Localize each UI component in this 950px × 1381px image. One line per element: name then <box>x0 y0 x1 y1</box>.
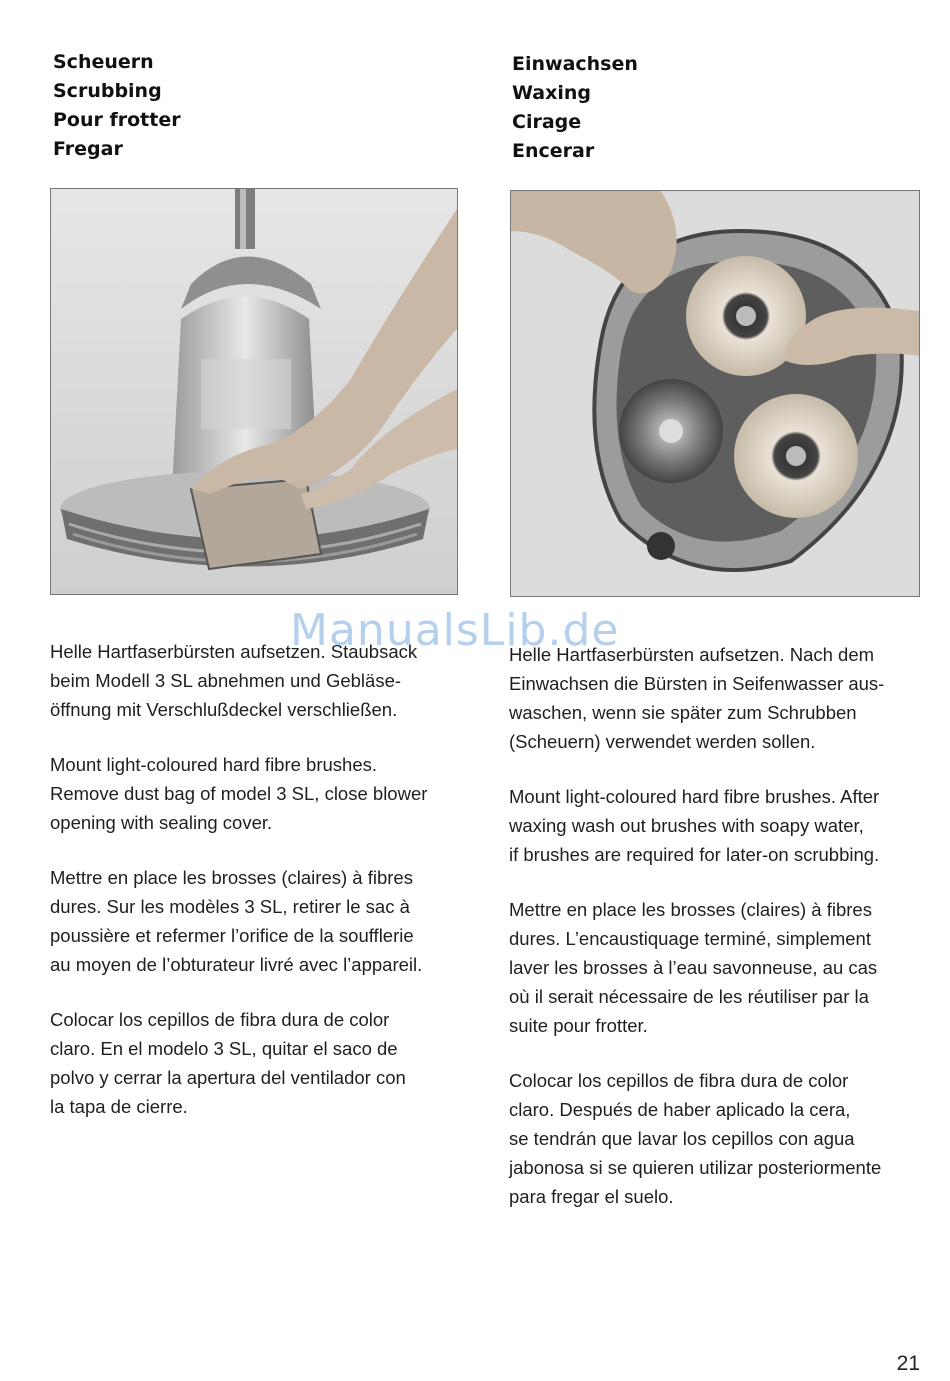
heading-german: Scheuern <box>53 51 154 73</box>
paragraph-french: Mettre en place les brosses (claires) à fibres dures. Sur les modèles 3 SL, retirer le sac à poussière et refermer l’orifice de la soufflerie au moyen de l’obturateur livré avec l’appareil. <box>50 867 423 975</box>
floor-scrubber-brush-mounting-photo-icon <box>51 189 457 594</box>
heading-spanish: Fregar <box>53 138 123 160</box>
waxing-photo <box>510 190 920 597</box>
heading-spanish: Encerar <box>512 140 595 162</box>
paragraph-spanish: Colocar los cepillos de fibra dura de color claro. En el modelo 3 SL, quitar el saco de polvo y cerrar la apertura del ventilador con la tapa de cierre. <box>50 1009 406 1117</box>
paragraph-spanish: Colocar los cepillos de fibra dura de color claro. Después de haber aplicado la cera, se tendrán que lavar los cepillos con agua jabonosa si se quieren utilizar posteriormente para fregar el suelo. <box>509 1070 882 1207</box>
three-brush-head-underside-photo-icon <box>511 191 919 596</box>
heading-french: Cirage <box>512 111 582 133</box>
scrubbing-photo <box>50 188 458 595</box>
heading-german: Einwachsen <box>512 53 638 75</box>
left-instructions <box>50 637 450 1147</box>
paragraph-german: Helle Hartfaserbürsten aufsetzen. Staubsack beim Modell 3 SL abnehmen und Gebläse- öffnung mit Verschlußdeckel verschließen. <box>50 641 418 720</box>
left-heading-block <box>53 48 181 164</box>
watermark: ManualsLib.de <box>290 605 620 656</box>
paragraph-french: Mettre en place les brosses (claires) à fibres dures. L’encaustiquage terminé, simplement laver les brosses à l’eau savonneuse, au cas où il serait nécessaire de les réutiliser par la suite pour frotter. <box>509 899 878 1036</box>
heading-french: Pour frotter <box>53 109 181 131</box>
paragraph-english: Mount light-coloured hard fibre brushes. Remove dust bag of model 3 SL, close blower opening with sealing cover. <box>50 754 428 833</box>
paragraph-german: Helle Hartfaserbürsten aufsetzen. Nach dem Einwachsen die Bürsten in Seifenwasser aus- waschen, wenn sie später zum Schrubben (Scheuern) verwendet werden sollen. <box>509 644 885 752</box>
right-heading-block <box>512 50 638 166</box>
page-number: 21 <box>896 1352 920 1375</box>
paragraph-english: Mount light-coloured hard fibre brushes. After waxing wash out brushes with soapy water, if brushes are required for later-on scrubbing. <box>509 786 880 865</box>
right-instructions <box>509 640 919 1237</box>
heading-english: Scrubbing <box>53 80 162 102</box>
heading-english: Waxing <box>512 82 591 104</box>
